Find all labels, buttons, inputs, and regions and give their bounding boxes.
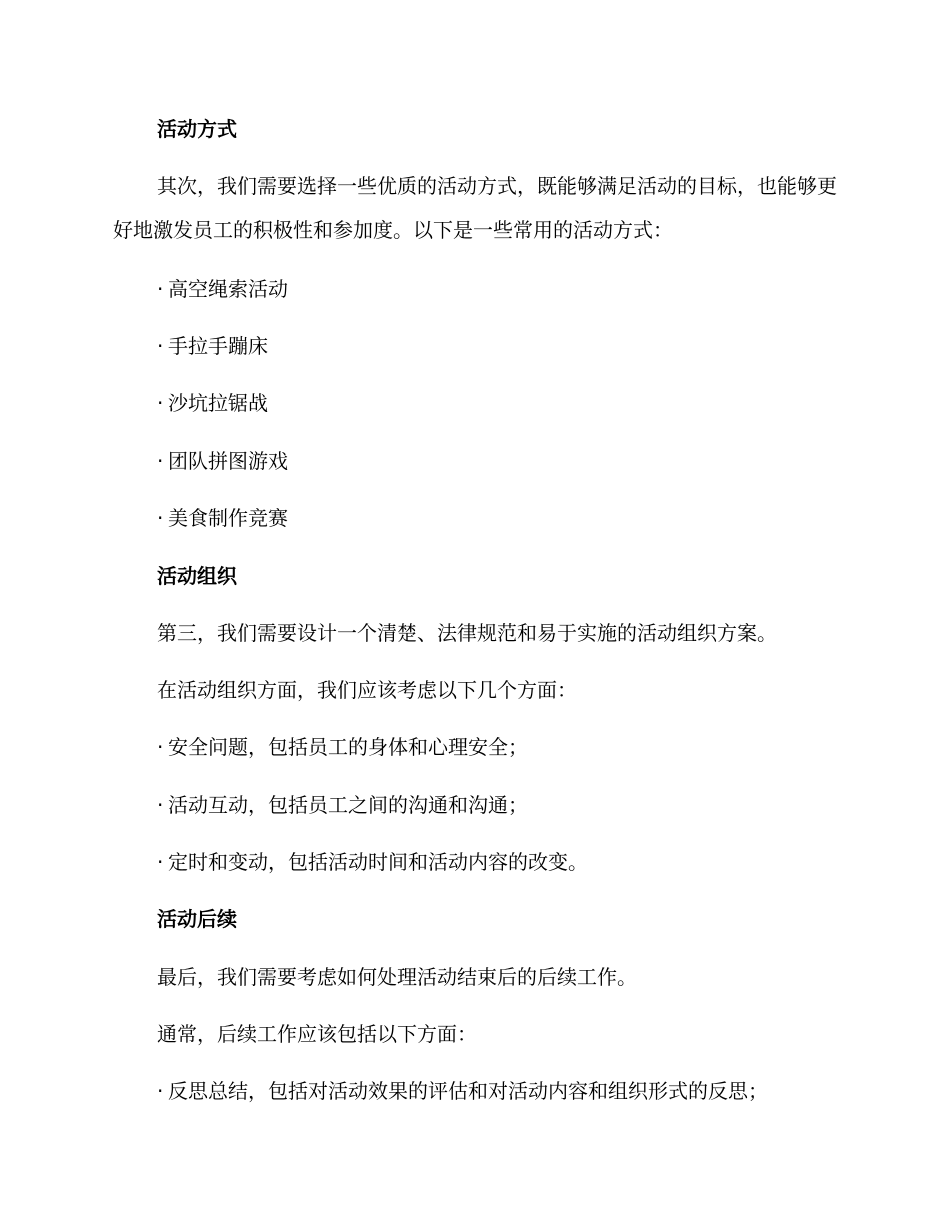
list-item: [157, 332, 268, 360]
list-item-text: 沙坑拉锯战: [168, 391, 268, 415]
bullet-icon: ·: [157, 850, 164, 874]
bullet-icon: ·: [157, 793, 164, 817]
bullet-icon: ·: [157, 506, 164, 530]
activity-organization-para1: 第三，我们需要设计一个清楚、法律规范和易于实施的活动组织方案。: [157, 621, 777, 645]
bullet-icon: ·: [157, 735, 164, 759]
activity-followup-para1: 最后，我们需要考虑如何处理活动结束后的后续工作。: [157, 965, 637, 989]
bullet-icon: ·: [157, 334, 164, 358]
bullet-icon: ·: [157, 1079, 164, 1103]
list-item: [157, 275, 288, 303]
bullet-icon: ·: [157, 449, 164, 473]
list-item-text: 安全问题，包括员工的身体和心理安全；: [168, 735, 528, 759]
list-item: [157, 389, 268, 417]
bullet-icon: ·: [157, 391, 164, 415]
list-item-text: 定时和变动，包括活动时间和活动内容的改变。: [168, 850, 588, 874]
list-item-text: 团队拼图游戏: [168, 449, 288, 473]
section-heading-activity-methods: 活动方式: [157, 117, 237, 141]
section-heading-activity-organization: 活动组织: [157, 564, 237, 588]
activity-organization-para2: 在活动组织方面，我们应该考虑以下几个方面：: [157, 678, 577, 702]
list-item: [157, 791, 528, 819]
list-item: [157, 447, 288, 475]
section-heading-activity-followup: 活动后续: [157, 907, 237, 931]
activity-methods-intro: 其次，我们需要选择一些优质的活动方式，既能够满足活动的目标，也能够更好地激发员工的积极性和参加度。以下是一些常用的活动方式：: [113, 174, 837, 242]
list-item: [157, 504, 288, 532]
list-item-text: 反思总结，包括对活动效果的评估和对活动内容和组织形式的反思；: [168, 1079, 768, 1103]
list-item-text: 手拉手蹦床: [168, 334, 268, 358]
list-item: [157, 848, 588, 876]
activity-followup-para2: 通常，后续工作应该包括以下方面：: [157, 1022, 477, 1046]
list-item-text: 高空绳索活动: [168, 277, 288, 301]
list-item: [157, 733, 528, 761]
list-item-text: 美食制作竞赛: [168, 506, 288, 530]
list-item: [157, 1077, 768, 1105]
bullet-icon: ·: [157, 277, 164, 301]
list-item-text: 活动互动，包括员工之间的沟通和沟通；: [168, 793, 528, 817]
